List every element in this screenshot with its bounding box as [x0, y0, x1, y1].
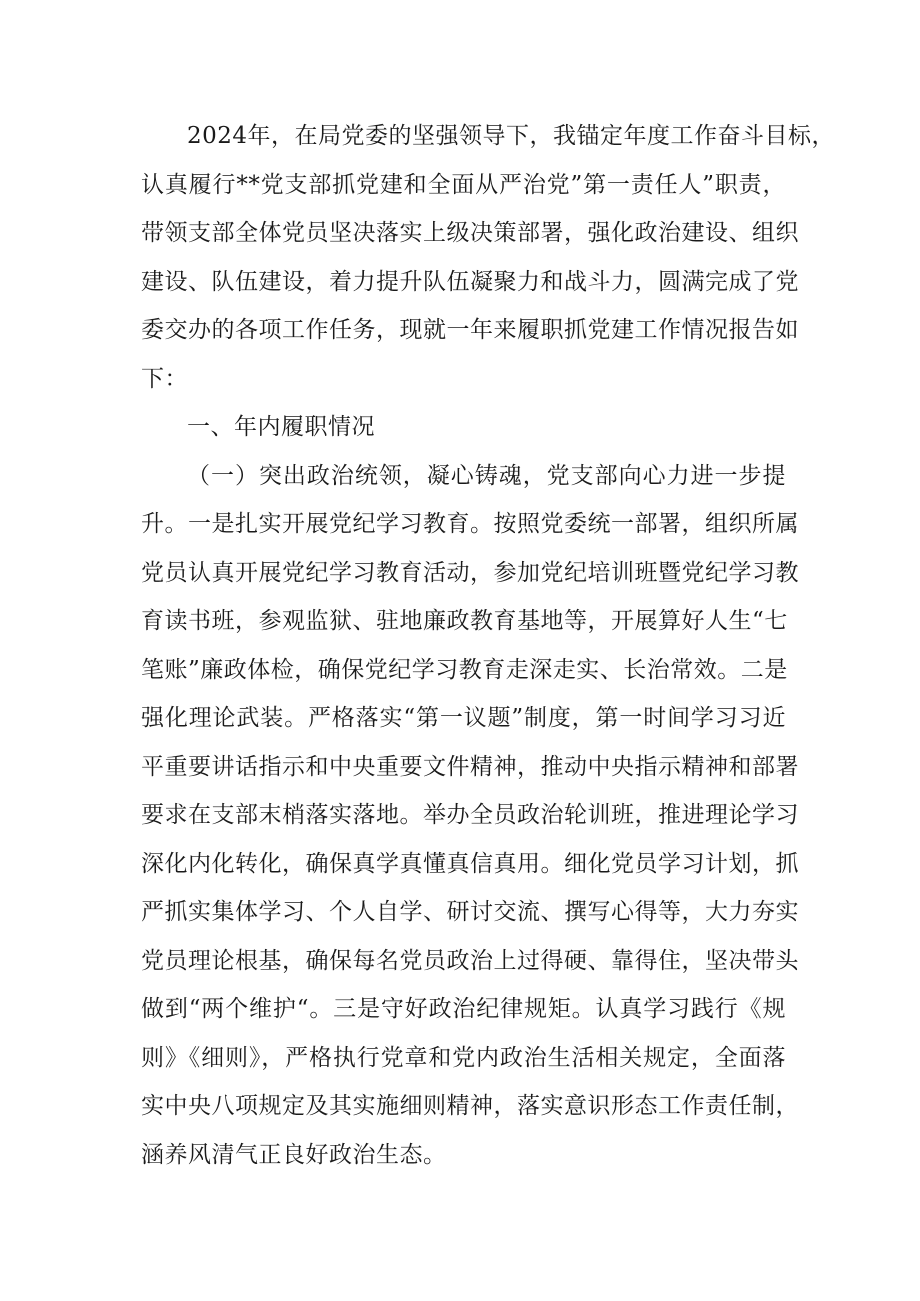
intro-paragraph	[141, 112, 836, 403]
text-line: 下：	[141, 365, 188, 392]
section-heading: 一、年内履职情况	[187, 414, 375, 440]
text-line: 笔账”廉政体检，确保党纪学习教育走深走实、长治常效。二是	[141, 656, 788, 683]
text-line: 党员理论根基，确保每名党员政治上过得硬、靠得住，坚决带头	[141, 947, 799, 974]
text-line: 严抓实集体学习、个人自学、研讨交流、撰写心得等，大力夯实	[141, 899, 799, 925]
document-body	[141, 112, 836, 1179]
text-line: 认真履行**党支部抓党建和全面从严治党”第一责任人”职责，	[141, 171, 786, 198]
text-line: 升。一是扎实开展党纪学习教育。按照党委统一部署，组织所属	[141, 511, 799, 537]
text-line: 建设、队伍建设，着力提升队伍凝聚力和战斗力，圆满完成了党	[141, 268, 799, 295]
text-line: 党员认真开展党纪学习教育活动，参加党纪培训班暨党纪学习教	[141, 559, 799, 586]
text-line: 育读书班，参观监狱、驻地廉政教育基地等，开展算好人生“七	[141, 608, 788, 634]
text-line: 强化理论武装。严格落实“第一议题”制度，第一时间学习习近	[141, 705, 786, 731]
text-line: 带领支部全体党员坚决落实上级决策部署，强化政治建设、组织	[141, 220, 799, 246]
body-paragraph	[141, 452, 799, 1180]
text-line: 深化内化转化，确保真学真懂真信真用。细化党员学习计划，抓	[141, 850, 799, 877]
text-line: 2024年，在局党委的坚强领导下，我锚定年度工作奋斗目标，	[187, 123, 836, 149]
text-line: 涵养风清气正良好政治生态。	[141, 1141, 447, 1168]
text-line: 平重要讲话指示和中央重要文件精神，推动中央指示精神和部署	[141, 753, 799, 780]
text-line: 委交办的各项工作任务，现就一年来履职抓党建工作情况报告如	[141, 317, 799, 343]
text-line: 要求在支部末梢落实落地。举办全员政治轮训班，推进理论学习	[141, 802, 799, 828]
text-line: 则》《细则》，严格执行党章和党内政治生活相关规定，全面落	[141, 1044, 786, 1071]
text-line: 实中央八项规定及其实施细则精神，落实意识形态工作责任制，	[141, 1093, 799, 1119]
text-line: （一）突出政治统领，凝心铸魂，党支部向心力进一步提	[187, 462, 786, 489]
text-line: 做到“两个维护“。三是守好政治纪律规矩。认真学习践行《规	[141, 996, 786, 1022]
